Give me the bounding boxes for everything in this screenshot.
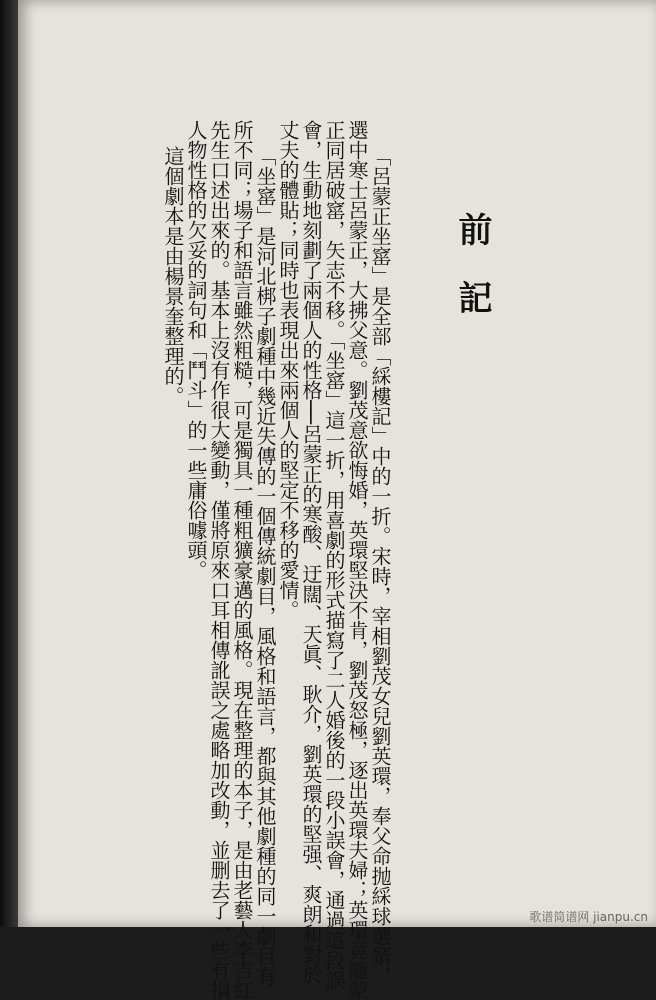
book-spine-shadow: [0, 0, 18, 927]
text-column-6: 「坐窰」是河北梆子劇種中幾近失傳的一個傳統劇目，風格和語言，都與其他劇種的同一劇目有: [253, 146, 275, 986]
text-column-7: 所不同；場子和語言雖然粗糙，可是獨具一種粗獷豪邁的風格。現在整理的本子，是由老藝人李吉紅: [230, 120, 252, 1000]
text-column-5: 丈夫的體貼；同時也表現出來兩個人的堅定不移的愛情。: [276, 120, 298, 620]
page-title: 前記: [448, 212, 497, 348]
text-column-2: 選中寒士呂蒙正，大拂父意。劉茂意欲悔婚，英環堅決不肯，劉茂怒極，逐出英環夫婦；英環竟隨蒙: [345, 120, 367, 1000]
text-column-3: 正同居破窰，矢志不移。「坐窰」這一折，用喜劇的形式描寫了二人婚後的一段小誤會，通過這段誤: [322, 120, 344, 990]
text-column-4: 會，生動地刻劃了兩個人的性格──呂蒙正的寒酸、迂闊、天眞、耿介，劉英環的堅强、爽朗和對於: [299, 120, 321, 984]
text-column-1: 「呂蒙正坐窰」是全部「綵樓記」中的一折。宋時，宰相劉茂女兒劉英環，奉父命抛綵球選婿，: [368, 146, 390, 986]
watermark: 歌谱简谱网 jianpu.cn: [529, 908, 648, 925]
text-column-10: 這個劇本是由楊景奎整理的。: [161, 146, 183, 406]
text-column-9: 人物性格的欠妥的詞句和「鬥斗」的一些庸俗噱頭。: [184, 120, 206, 580]
text-column-8: 先生口述出來的。基本上沒有作很大變動，僅將原來口耳相傳訛誤之處略加改動，並删去了一些有損: [207, 120, 229, 1000]
